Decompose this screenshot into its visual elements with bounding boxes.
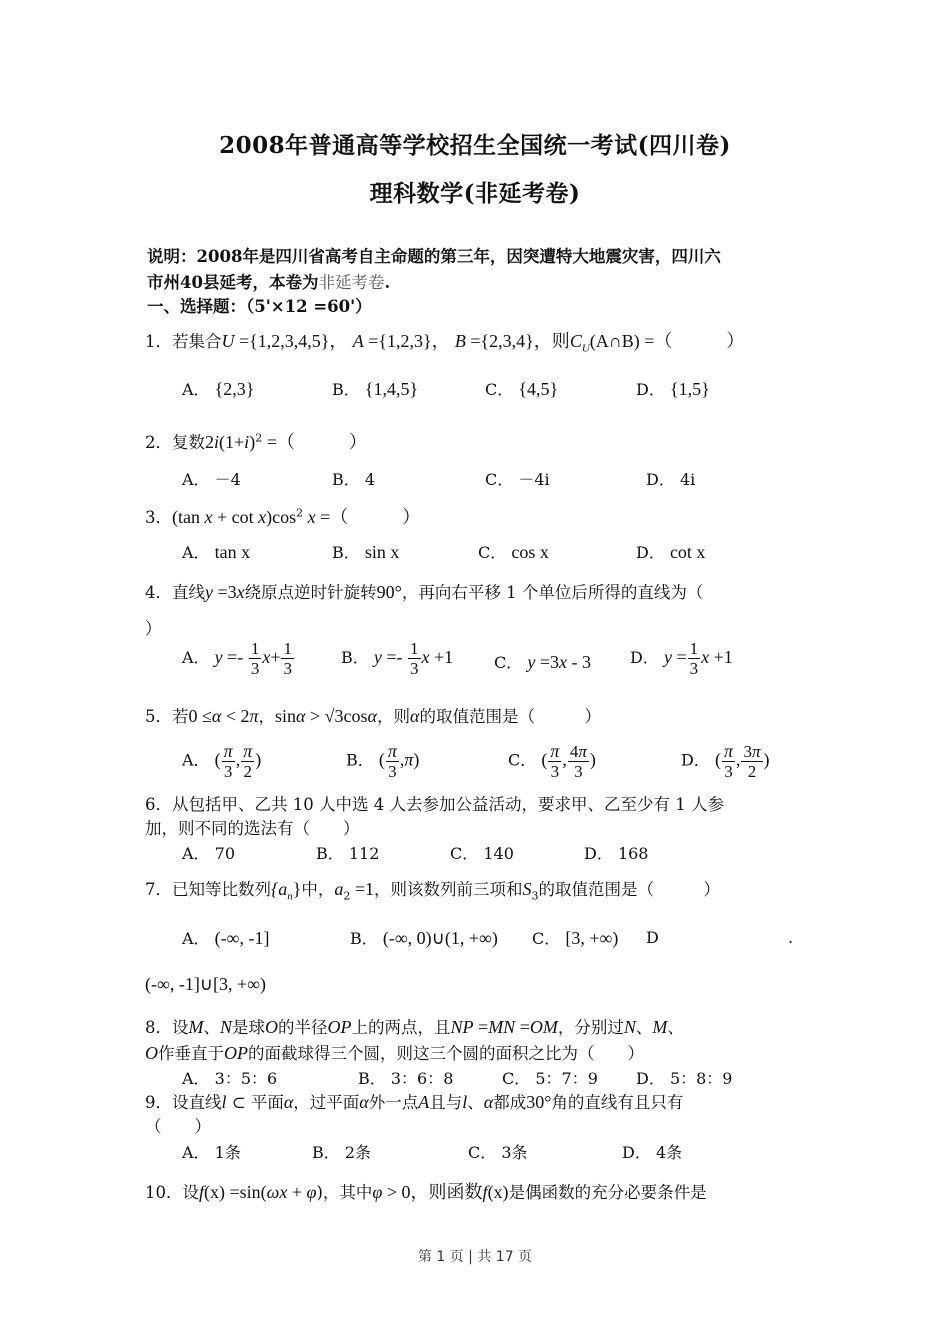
option-value: {1,4,5} xyxy=(364,379,419,399)
fraction: $\frac{1}{3}$ xyxy=(283,639,292,678)
math: 90° xyxy=(376,582,402,602)
q1-option-c xyxy=(485,377,558,400)
note-line-2-gray: 非延考卷 xyxy=(318,273,385,292)
question-3-stem xyxy=(145,503,420,529)
math: sin xyxy=(275,706,297,726)
question-5-stem xyxy=(145,703,601,727)
text: 外一点 xyxy=(368,1093,419,1112)
q8-option-d xyxy=(636,1066,732,1089)
q5-option-b xyxy=(346,742,419,780)
math: =1 xyxy=(350,879,374,899)
text: 是球 xyxy=(232,1018,266,1037)
option-label: C． xyxy=(532,929,561,948)
option-label: C． xyxy=(508,750,537,770)
q7-option-c xyxy=(532,926,618,949)
math-var: x xyxy=(303,507,316,527)
fraction: $\frac{\pi}{3}$ xyxy=(550,741,560,781)
option-value: (-∞, -1]∪[3, +∞) xyxy=(145,974,266,994)
option-value: 5：8：9 xyxy=(669,1069,733,1088)
fraction: $\frac{\pi}{2}$ xyxy=(243,741,253,781)
option-value: {4,5} xyxy=(518,379,559,399)
math-var: f xyxy=(199,1182,205,1202)
document-subtitle: 理科数学(非延考卷) xyxy=(369,180,581,207)
note-line-2-end: . xyxy=(384,273,391,292)
option-label: D． xyxy=(636,1069,665,1088)
option-value: 4 xyxy=(364,470,376,489)
option-label: A． xyxy=(182,470,210,489)
math-var: x xyxy=(701,647,710,667)
math: + xyxy=(287,1182,307,1202)
math-sqrt: √3 xyxy=(324,706,344,726)
math: + cot xyxy=(212,507,259,527)
option-value: 5：7：9 xyxy=(535,1069,598,1088)
math: ( xyxy=(714,749,721,770)
math: - 3 xyxy=(567,652,591,672)
math-var: O xyxy=(265,1017,279,1037)
option-label: C． xyxy=(494,653,523,672)
option-label: C． xyxy=(502,1069,531,1088)
math-var: MN xyxy=(488,1017,516,1037)
math: > xyxy=(305,706,325,726)
fraction: $\frac{4\pi}{3}$ xyxy=(569,741,587,781)
math: ) xyxy=(589,749,596,770)
q6-option-a xyxy=(182,841,235,864)
q8-option-c xyxy=(502,1066,598,1089)
q2-option-a xyxy=(182,467,241,490)
option-label: A． xyxy=(182,929,210,948)
q4-option-a xyxy=(182,640,295,677)
text: 从包括甲、乙共 10 人中选 4 人去参加公益活动，要求甲、乙至少有 1 人参 xyxy=(172,795,724,814)
option-value: －4 xyxy=(214,470,241,489)
section-heading: 一、选择题：（5'×12 =60'） xyxy=(147,297,372,316)
math-var: π xyxy=(249,706,259,726)
math-var: A xyxy=(418,1092,430,1112)
math: + xyxy=(270,647,281,667)
question-9-stem-line-1 xyxy=(145,1089,683,1113)
math: ) xyxy=(413,749,420,770)
math-sub: 3 xyxy=(531,889,539,903)
math-var: {a xyxy=(271,879,288,899)
q1-option-d xyxy=(636,377,710,400)
math: ( xyxy=(378,749,385,770)
page-footer: 第 1 页 | 共 17 页 xyxy=(417,1249,533,1265)
question-1-stem xyxy=(145,327,744,354)
math-var: x xyxy=(262,647,271,667)
option-value: 70 xyxy=(214,844,236,863)
q9-option-a xyxy=(182,1140,241,1163)
option-label: A． xyxy=(182,648,210,667)
text: 的面截球得三个圆，则这三个圆的面积之比为（ ） xyxy=(248,1044,644,1063)
option-label: A． xyxy=(182,1069,210,1088)
text: 绕原点逆时针旋转 xyxy=(244,583,377,602)
math: (x) xyxy=(487,1182,509,1202)
q9-option-d xyxy=(622,1140,682,1163)
option-label: D． xyxy=(636,380,665,399)
math-var: α xyxy=(296,706,306,726)
math: ={1,2,3}， xyxy=(363,331,450,351)
math-var: NP xyxy=(450,1017,474,1037)
q4-option-d xyxy=(630,640,733,677)
math-var: x xyxy=(258,507,267,527)
option-label: D． xyxy=(646,470,675,489)
math: =- xyxy=(381,647,408,667)
text: 复数 xyxy=(172,433,205,452)
q4-option-b xyxy=(341,640,453,677)
option-value: 168 xyxy=(617,844,649,863)
math-var: A xyxy=(352,331,364,351)
option-label: D． xyxy=(584,844,613,863)
math-var: y xyxy=(205,582,213,602)
question-number: 2． xyxy=(145,433,172,452)
option-label: B． xyxy=(332,543,360,562)
math-var: x xyxy=(204,507,213,527)
text: ，则 xyxy=(377,707,410,726)
option-label: A． xyxy=(182,1143,210,1162)
math-var: α xyxy=(367,706,377,726)
option-label: B． xyxy=(316,844,344,863)
math: =（ ） xyxy=(315,507,421,527)
text: 若集合 xyxy=(172,332,222,351)
math-sub: 2 xyxy=(343,889,351,903)
option-label: D． xyxy=(630,648,659,667)
math-var: y xyxy=(373,647,382,667)
q5-option-d xyxy=(681,742,770,780)
fraction: $\frac{1}{3}$ xyxy=(689,639,699,678)
math: (1+ xyxy=(219,432,245,452)
q4-option-c xyxy=(494,650,591,673)
q7-option-b xyxy=(350,926,498,949)
q3-option-c xyxy=(478,540,549,563)
math: = xyxy=(671,647,687,667)
option-value: [3, +∞) xyxy=(565,928,619,948)
text: 作垂直于 xyxy=(158,1044,224,1063)
option-label: D． xyxy=(636,543,665,562)
text: 角的直线有且只有 xyxy=(551,1093,684,1112)
math-var: i xyxy=(244,432,250,452)
math-var: x xyxy=(421,647,430,667)
text: ⊂ 平面 xyxy=(226,1093,284,1112)
q3-option-b xyxy=(332,540,399,563)
math: =- xyxy=(222,647,248,667)
text: 设 xyxy=(182,1183,199,1202)
document-title: 2008年普通高等学校招生全国统一考试(四川卷) xyxy=(219,132,731,159)
option-value: cos x xyxy=(511,542,549,562)
option-value: 140 xyxy=(483,844,514,863)
option-label: B． xyxy=(350,929,378,948)
q5-option-a xyxy=(182,742,261,780)
math: =3 xyxy=(535,652,559,672)
math: +1 xyxy=(709,647,733,667)
text: 设直线 xyxy=(172,1093,222,1112)
option-value: 3条 xyxy=(501,1143,528,1162)
math-var: l xyxy=(462,1092,468,1112)
math: ={2,3,4}，则 xyxy=(465,331,570,351)
math-var: OP xyxy=(224,1043,248,1063)
option-label: D． xyxy=(681,750,710,770)
option-label: C． xyxy=(478,543,507,562)
question-2-stem xyxy=(145,428,367,454)
fraction: $\frac{1}{3}$ xyxy=(410,639,419,678)
math-var: N xyxy=(623,1017,636,1037)
q7-option-d-dot: . xyxy=(788,928,794,947)
math-var: U xyxy=(221,331,235,351)
note-line-1: 说明：2008年是四川省高考自主命题的第三年，因突遭特大地震灾害，四川六 xyxy=(147,247,721,266)
math-sub: n xyxy=(287,890,293,903)
math-var: M xyxy=(652,1017,668,1037)
question-4-stem-close: ） xyxy=(145,619,162,638)
question-9-stem-line-2: （ ） xyxy=(145,1117,211,1136)
math-var: B xyxy=(454,331,466,351)
math-var: S xyxy=(522,879,532,899)
option-value: 112 xyxy=(348,844,380,863)
math-var: φ xyxy=(306,1182,317,1202)
question-8-stem-line-1 xyxy=(145,1014,684,1038)
math-var: l xyxy=(221,1092,227,1112)
text: 、 xyxy=(203,1018,220,1037)
text: ， xyxy=(258,707,276,726)
option-label: C． xyxy=(450,844,479,863)
math: ) xyxy=(249,432,256,452)
option-label: B． xyxy=(312,1143,340,1162)
math: } xyxy=(292,879,302,899)
question-10-stem xyxy=(145,1178,707,1204)
question-number: 6． xyxy=(145,795,172,814)
option-value: 3：6：8 xyxy=(390,1069,454,1088)
q7-option-d-label: D xyxy=(646,928,659,947)
option-label: A． xyxy=(182,380,210,399)
text: 设 xyxy=(172,1018,189,1037)
text: 且与 xyxy=(429,1093,463,1112)
option-label: B． xyxy=(332,380,360,399)
math-var: OM xyxy=(529,1017,558,1037)
question-number: 9． xyxy=(145,1093,172,1112)
math-var: C xyxy=(569,331,582,351)
q6-option-b xyxy=(316,841,379,864)
text: 已知等比数列 xyxy=(172,880,271,899)
text: 是偶函数的充分必要条件是 xyxy=(508,1183,707,1202)
math-sup: 2 xyxy=(296,506,304,520)
option-label: D． xyxy=(622,1143,651,1162)
math-var: i xyxy=(214,432,220,452)
option-label: C． xyxy=(468,1143,497,1162)
option-label: A． xyxy=(182,543,210,562)
question-number: 10． xyxy=(145,1183,183,1202)
option-value: 3：5：6 xyxy=(214,1069,278,1088)
text: 、 xyxy=(635,1018,653,1037)
math-var: y xyxy=(527,652,536,672)
option-value: 1条 xyxy=(214,1143,241,1162)
text: 、 xyxy=(467,1093,484,1112)
option-value: (-∞, -1] xyxy=(214,928,270,948)
q1-option-a xyxy=(182,377,254,400)
math: +1 xyxy=(429,647,454,667)
q8-option-b xyxy=(358,1066,453,1089)
math: ) xyxy=(255,749,262,770)
math: 2 xyxy=(205,432,214,452)
option-value: {2,3} xyxy=(214,379,255,399)
math: cos xyxy=(343,706,368,726)
math-var: y xyxy=(214,647,223,667)
option-value: {1,5} xyxy=(669,379,710,399)
math-var: α xyxy=(211,706,222,726)
q7-option-d-value xyxy=(145,974,266,995)
math-var: y xyxy=(663,647,672,667)
fraction: $\frac{3\pi}{2}$ xyxy=(743,741,761,781)
math-sub: U xyxy=(581,342,590,355)
math: (A∩B) =（ ） xyxy=(589,331,745,351)
math-var: ωx xyxy=(266,1182,288,1202)
text: ，分别过 xyxy=(557,1018,624,1037)
note-line-2 xyxy=(147,269,390,293)
option-value: －4i xyxy=(518,470,550,489)
question-4-stem xyxy=(145,579,703,603)
q2-option-c xyxy=(485,467,550,490)
math: (x) =sin( xyxy=(204,1182,267,1202)
math-var: M xyxy=(188,1017,204,1037)
q7-option-a xyxy=(182,926,269,949)
question-number: 3． xyxy=(145,508,172,527)
text: 都成 xyxy=(493,1093,527,1112)
text: ，过平面 xyxy=(293,1093,360,1112)
option-label: B． xyxy=(332,470,360,489)
q6-option-c xyxy=(450,841,514,864)
question-number: 7． xyxy=(145,880,172,899)
question-6-stem-line-2: 加，则不同的选法有（ ） xyxy=(145,819,360,838)
q9-option-b xyxy=(312,1140,371,1163)
note-line-2-bold: 市州40县延考，本卷为 xyxy=(147,273,319,292)
fraction: $\frac{\pi}{3}$ xyxy=(387,741,397,781)
text: ，则该数列前三项和 xyxy=(374,880,523,899)
text: 的半径 xyxy=(278,1018,328,1037)
math-sup: 2 xyxy=(255,431,263,445)
math: < 2 xyxy=(221,706,250,726)
question-number: 4． xyxy=(145,583,172,602)
q5-option-c xyxy=(508,742,596,780)
fraction: $\frac{\pi}{3}$ xyxy=(723,741,733,781)
math: ( xyxy=(214,749,221,770)
math: =（ ） xyxy=(262,432,367,452)
fraction: $\frac{1}{3}$ xyxy=(250,639,260,678)
q2-option-b xyxy=(332,467,375,490)
math: (tan xyxy=(172,507,205,527)
math-var: α xyxy=(359,1092,369,1112)
math: 0 ≤ xyxy=(188,706,212,726)
math: = xyxy=(473,1017,489,1037)
math: 30° xyxy=(526,1092,552,1112)
option-label: C． xyxy=(485,470,514,489)
math: ={1,2,3,4,5}， xyxy=(234,331,348,351)
q8-option-a xyxy=(182,1066,277,1089)
math-var: f xyxy=(482,1182,488,1202)
option-value: tan x xyxy=(214,542,251,562)
math-var: a xyxy=(334,879,344,899)
text: 若 xyxy=(172,707,189,726)
math: , xyxy=(562,749,567,770)
math-var: N xyxy=(220,1017,233,1037)
question-number: 5． xyxy=(145,707,172,726)
option-label: A． xyxy=(182,844,210,863)
math-var: x xyxy=(559,652,567,672)
math: , xyxy=(735,749,741,770)
q3-option-d xyxy=(636,540,705,563)
math-var: OP xyxy=(327,1017,352,1037)
fraction: $\frac{\pi}{3}$ xyxy=(223,741,233,781)
option-label: A． xyxy=(182,750,210,770)
math: =3 xyxy=(213,582,237,602)
math: , xyxy=(399,749,405,770)
text: )，其中 xyxy=(316,1183,373,1202)
q9-option-c xyxy=(468,1140,528,1163)
option-value: 2条 xyxy=(344,1143,372,1162)
question-7-stem xyxy=(145,876,720,902)
math-var: φ xyxy=(372,1182,383,1202)
text: 上的两点，且 xyxy=(351,1018,451,1037)
text: 中， xyxy=(301,880,335,899)
option-value: cot x xyxy=(669,542,706,562)
math-var: α xyxy=(410,706,420,726)
text: 的取值范围是（ ） xyxy=(419,707,601,726)
option-value: (-∞, 0)∪(1, +∞) xyxy=(382,928,498,948)
math-var: O xyxy=(145,1043,158,1063)
math: )cos xyxy=(266,507,297,527)
text: 直线 xyxy=(172,583,205,602)
option-value: 4i xyxy=(679,470,696,489)
text: 、 xyxy=(667,1018,684,1037)
option-label: C． xyxy=(485,380,514,399)
math-var: α xyxy=(283,1092,294,1112)
question-number: 8． xyxy=(145,1018,172,1037)
math-var: α xyxy=(483,1092,494,1112)
math: , xyxy=(235,749,241,770)
q1-option-b xyxy=(332,377,418,400)
math: = xyxy=(515,1017,530,1037)
option-value: 4条 xyxy=(655,1143,683,1162)
option-label: B． xyxy=(341,648,369,667)
option-label: B． xyxy=(346,750,374,770)
option-value: sin x xyxy=(364,542,400,562)
text: ，再向右平移 1 个单位后所得的直线为（ xyxy=(401,583,704,602)
math-var: π xyxy=(404,749,414,770)
q3-option-a xyxy=(182,540,250,563)
q6-option-d xyxy=(584,841,648,864)
question-number: 1． xyxy=(145,332,172,351)
q2-option-d xyxy=(646,467,695,490)
math-var: x xyxy=(236,582,245,602)
math: ( xyxy=(541,749,548,770)
math: > 0，则函数 xyxy=(382,1182,483,1202)
text: 的取值范围是（ ） xyxy=(538,880,720,899)
option-label: B． xyxy=(358,1069,386,1088)
question-8-stem-line-2 xyxy=(145,1040,644,1064)
math: ) xyxy=(763,749,770,770)
question-6-stem-line-1 xyxy=(145,791,724,815)
